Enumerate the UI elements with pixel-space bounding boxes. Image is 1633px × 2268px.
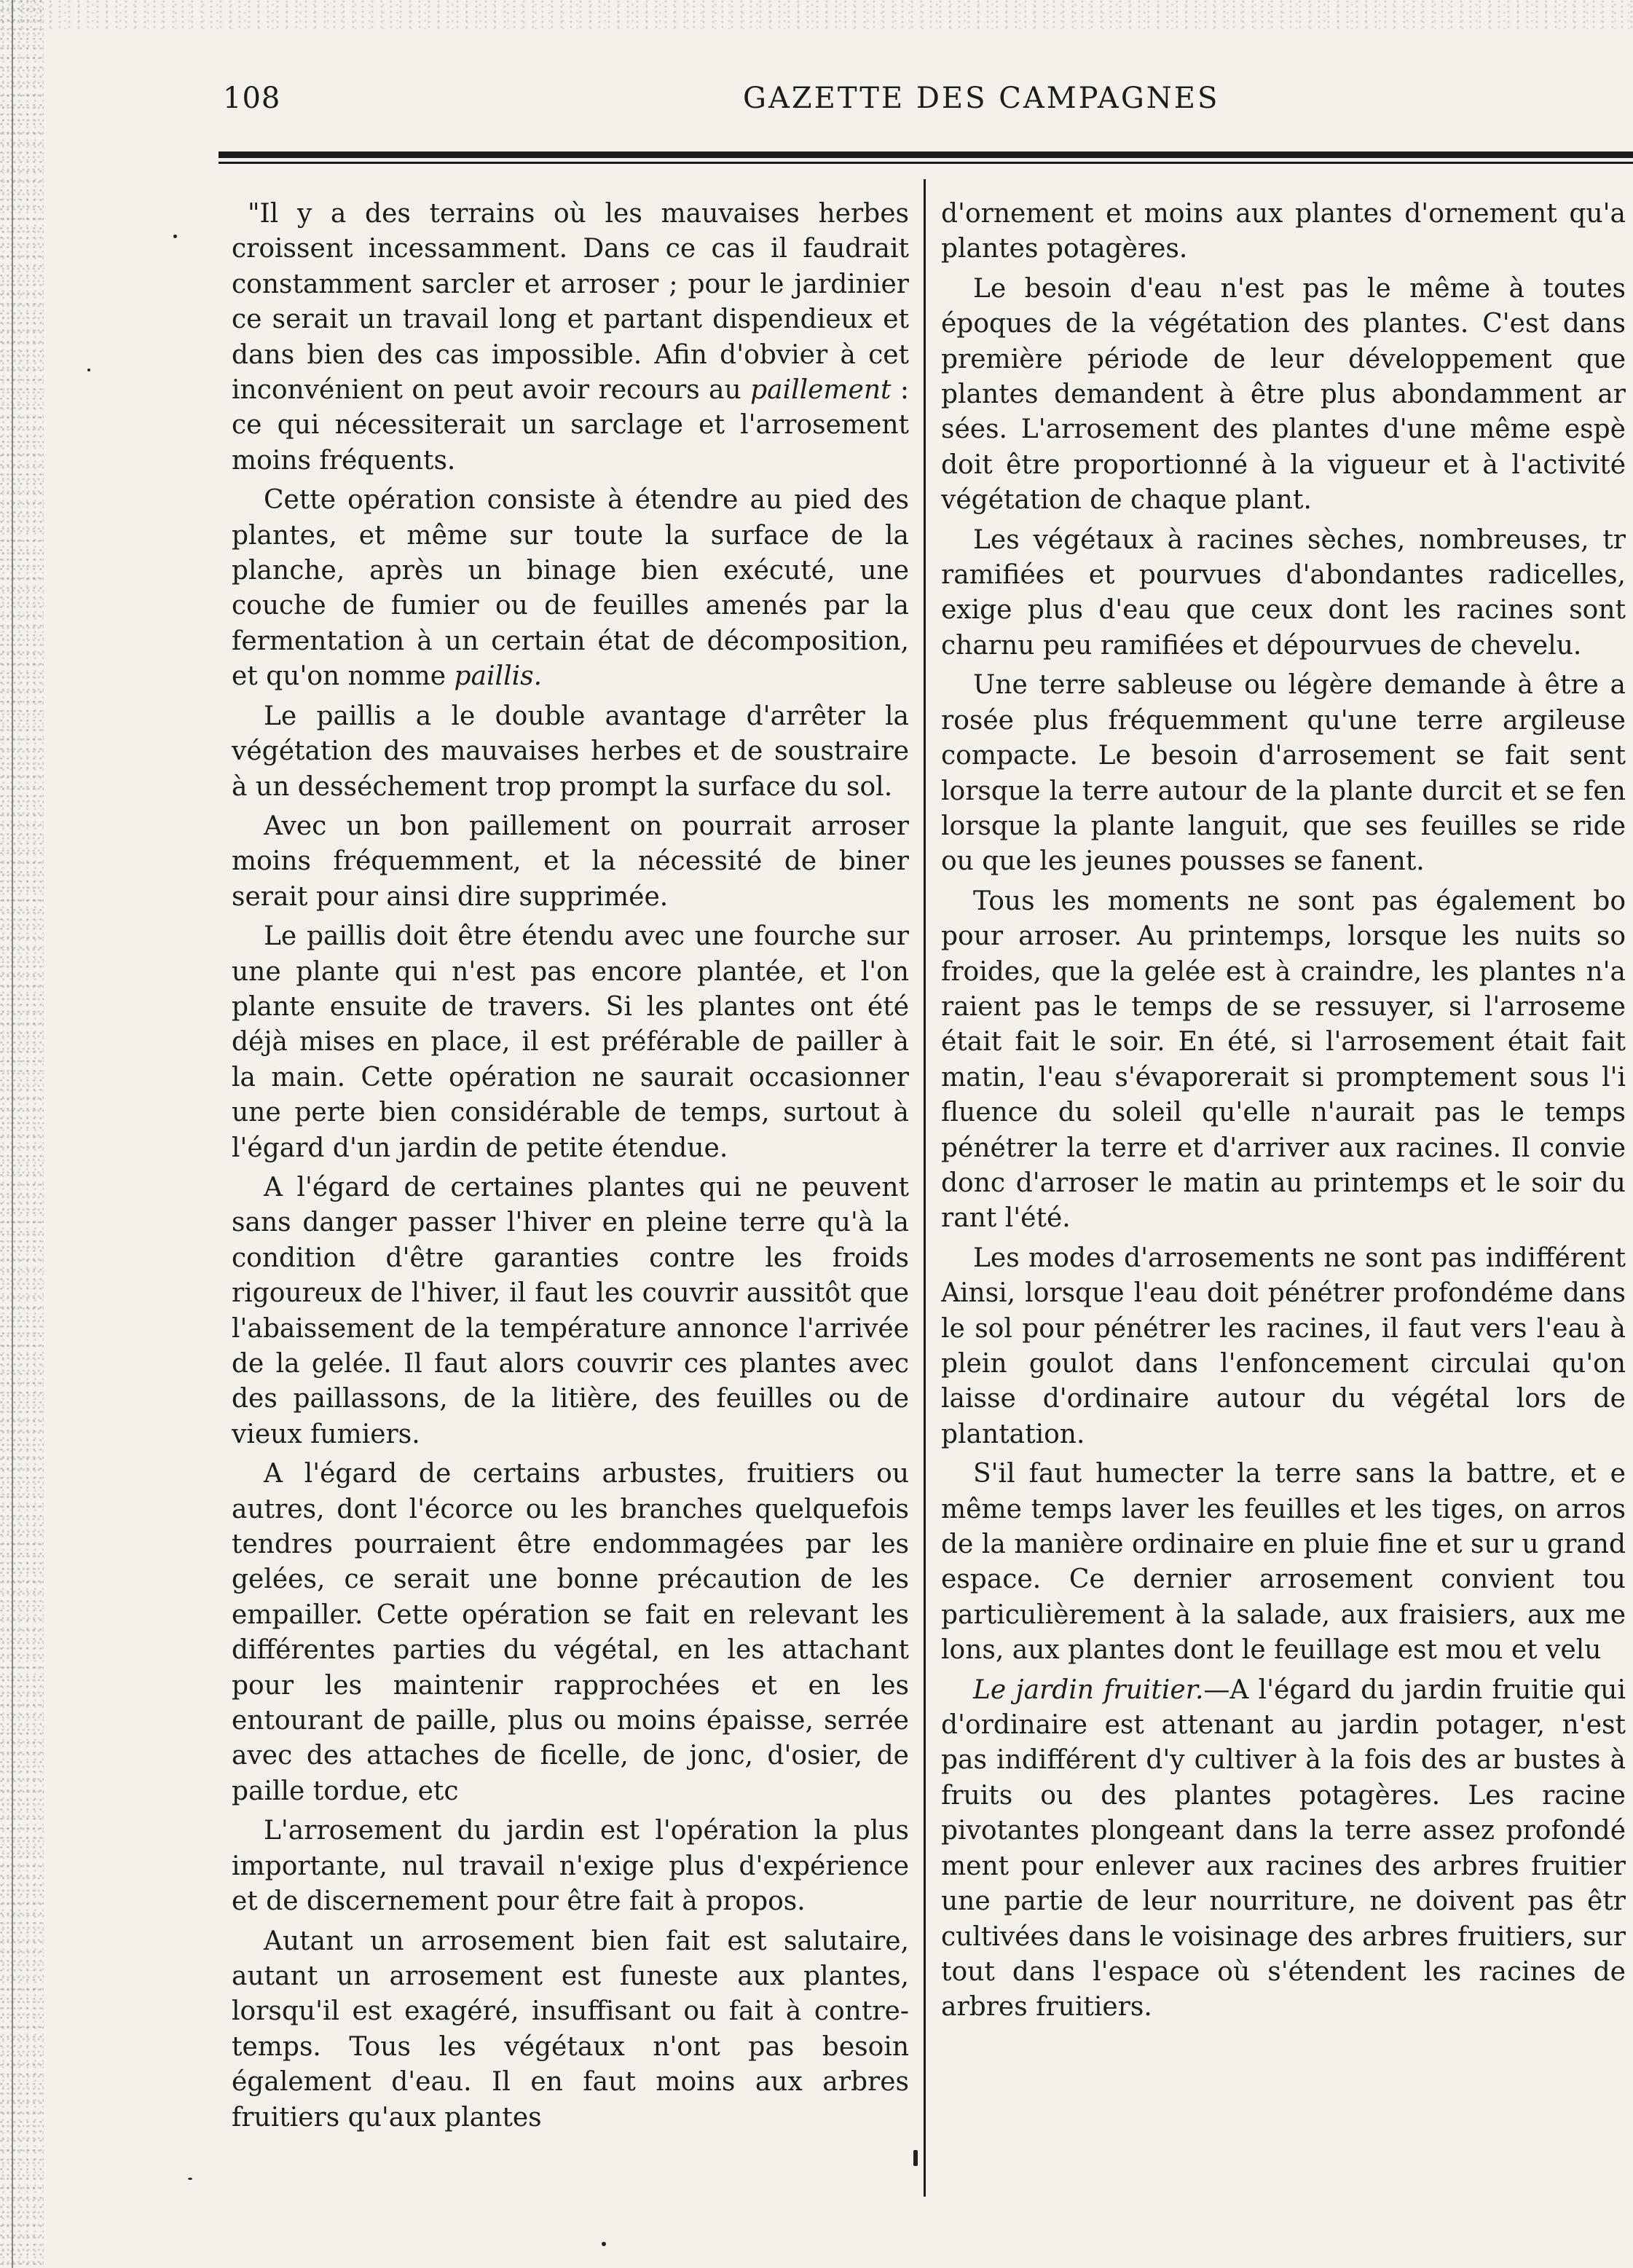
text-run: Le besoin d'eau n'est pas le même à toutes époques de la végétation des plantes. C'est dans première période de leur développement que plantes demandent à être plus abondamment ar sées. L'arrosement des plantes d'une même espè doit être proportionné à la vigueur et à l'activité végétation de chaque plant. [941, 273, 1626, 516]
paragraph [232, 1924, 909, 2135]
scan-edge-line [12, 0, 13, 2268]
scan-speck [602, 2242, 606, 2246]
paragraph [941, 272, 1626, 519]
column-divider [924, 179, 926, 2197]
text-run: "Il y a des terrains où les mauvaises herbes croissent incessamment. Dans ce cas il faudrait constamment sarcler et arroser ; pour le jardinier ce serait un travail long et partant dispendieux et dans bien des cas impossible. Afin d'obvier à cet inconvénient on peut avoir recours au [232, 199, 909, 406]
text-run: Cette opération consiste à étendre au pied des plantes, et même sur toute la surface de la planche, après un binage bien exécuté, une couche de fumier ou de feuilles amenés par la fermentation à un certain état de décomposition, et qu'on nomme [232, 485, 909, 692]
text-run: Les végétaux à racines sèches, nombreuses, tr ramifiées et pourvues d'abondantes radicelles, exige plus d'eau que ceux dont les racines sont charnu peu ramifiées et dépourvues de chevelu. [941, 524, 1626, 661]
paragraph [941, 1673, 1626, 2025]
paragraph [232, 919, 909, 1166]
text-run: Le paillis doit être étendu avec une fourche sur une plante qui n'est pas encore plantée, et l'on plante ensuite de travers. Si les plantes ont été déjà mises en place, il est préférable de pailler à la main. Cette opération ne saurait occasionner une perte bien considérable de temps, surtout à l'égard d'un jardin de petite étendue. [232, 921, 909, 1163]
text-run: Les modes d'arrosements ne sont pas indifférent Ainsi, lorsque l'eau doit pénétrer profondéme dans le sol pour pénétrer les racines, il faut vers l'eau à plein goulot dans l'enfoncement circulai qu'on laisse d'ordinaire autour du végétal lors de plantation. [941, 1243, 1626, 1449]
text-run: —A l'égard du jardin fruitie qui d'ordinaire est attenant au jardin potager, n'est pas indifférent d'y cultiver à la fois des ar bustes à fruits ou des plantes potagères. Les racine pivotantes plongeant dans la terre assez profondé ment pour enlever aux racines des arbres fruitier une partie de leur nourriture, ne doivent pas êtr cultivées dans le voisinage des arbres fruitiers, sur tout dans l'espace où s'étendent les racines de arbres fruitiers. [941, 1674, 1626, 2023]
header-rule-thin [219, 162, 1633, 164]
paragraph [941, 523, 1626, 664]
paragraph [941, 668, 1626, 879]
scan-noise-top [0, 0, 1633, 29]
text-run: A l'égard de certains arbustes, fruitiers ou autres, dont l'écorce ou les branches quelquefois tendres pourraient être endommagées par les gelées, ce serait une bonne précaution de les empailler. Cette opération se fait en relevant les différentes parties du végétal, en les attachant pour les maintenir rapprochées et en les entourant de paille, plus ou moins épaisse, serrée avec des attaches de ficelle, de jonc, d'osier, de paille tordue, etc [232, 1459, 909, 1806]
italic-text: paillis. [454, 661, 543, 692]
paragraph [232, 1170, 909, 1452]
text-run: S'il faut humecter la terre sans la battre, et e même temps laver les feuilles et les tiges, on arros de la manière ordinaire en pluie fine et sur u grand espace. Ce dernier arrosement convient tou particulièrement à la salade, aux fraisiers, aux me lons, aux plantes dont le feuillage est mou et velu [941, 1459, 1626, 1666]
scan-noise-left-edge [0, 0, 44, 2268]
page-number: 108 [223, 82, 281, 115]
text-run: A l'égard de certaines plantes qui ne peuvent sans danger passer l'hiver en pleine terre qu'à la condition d'être garanties contre les froids rigoureux de l'hiver, il faut les couvrir aussitôt que l'abaissement de la température annonce l'arrivée de la gelée. Il faut alors couvrir ces plantes avec des paillassons, de la litière, des feuilles ou de vieux fumiers. [232, 1172, 909, 1449]
scan-speck [173, 235, 177, 238]
paragraph [941, 1241, 1626, 1452]
text-run: d'ornement et moins aux plantes d'ornement qu'a plantes potagères. [941, 199, 1626, 264]
scan-speck [87, 369, 90, 371]
paragraph [232, 1457, 909, 1809]
text-run: Le paillis a le double avantage d'arrêter la végétation des mauvaises herbes et de soustraire à un desséchement trop prompt la surface du sol. [232, 701, 909, 802]
italic-text: Le jardin fruitier. [973, 1674, 1204, 1705]
running-head: GAZETTE DES CAMPAGNES [743, 82, 1220, 115]
header-rule-thick [219, 151, 1633, 158]
paragraph [941, 197, 1626, 267]
scan-speck [913, 2150, 918, 2166]
text-run: L'arrosement du jardin est l'opération la plus importante, nul travail n'exige plus d'expérience et de discernement pour être fait à propos. [232, 1816, 909, 1917]
paragraph [232, 809, 909, 915]
paragraph [232, 1814, 909, 1919]
right-column [941, 197, 1626, 2207]
text-run: : ce qui nécessiterait un sarclage et l'arrosement moins fréquents. [232, 375, 909, 476]
italic-text: paillement [750, 375, 892, 406]
paragraph [941, 884, 1626, 1237]
paragraph [941, 1457, 1626, 1668]
paragraph [232, 197, 909, 479]
paragraph [232, 699, 909, 805]
text-run: Autant un arrosement bien fait est salutaire, autant un arrosement est funeste aux plantes, lorsqu'il est exagéré, insuffisant ou fait à contre-temps. Tous les végétaux n'ont pas besoin également d'eau. Il en faut moins aux arbres fruitiers qu'aux plantes [232, 1926, 909, 2133]
text-run: Avec un bon paillement on pourrait arroser moins fréquemment, et la nécessité de biner serait pour ainsi dire supprimée. [232, 811, 909, 912]
text-run: Une terre sableuse ou légère demande à être a rosée plus fréquemment qu'une terre argileuse compacte. Le besoin d'arrosement se fait sent lorsque la terre autour de la plante durcit et se fen lorsque la plante languit, que ses feuilles se ride ou que les jeunes pousses se fanent. [941, 670, 1626, 877]
paragraph [232, 483, 909, 694]
text-run: Tous les moments ne sont pas également bo pour arroser. Au printemps, lorsque les nuits so froides, que la gelée est à craindre, les plantes n'a raient pas le temps de se ressuyer, si l'arroseme était fait le soir. En été, si l'arrosement était fait matin, l'eau s'évaporerait si promptement sous l'i fluence du soleil qu'elle n'aurait pas le temps pénétrer la terre et d'arriver aux racines. Il convie donc d'arroser le matin au printemps et le soir du rant l'été. [941, 886, 1626, 1234]
left-column [232, 197, 909, 2140]
scan-speck [188, 2178, 192, 2180]
